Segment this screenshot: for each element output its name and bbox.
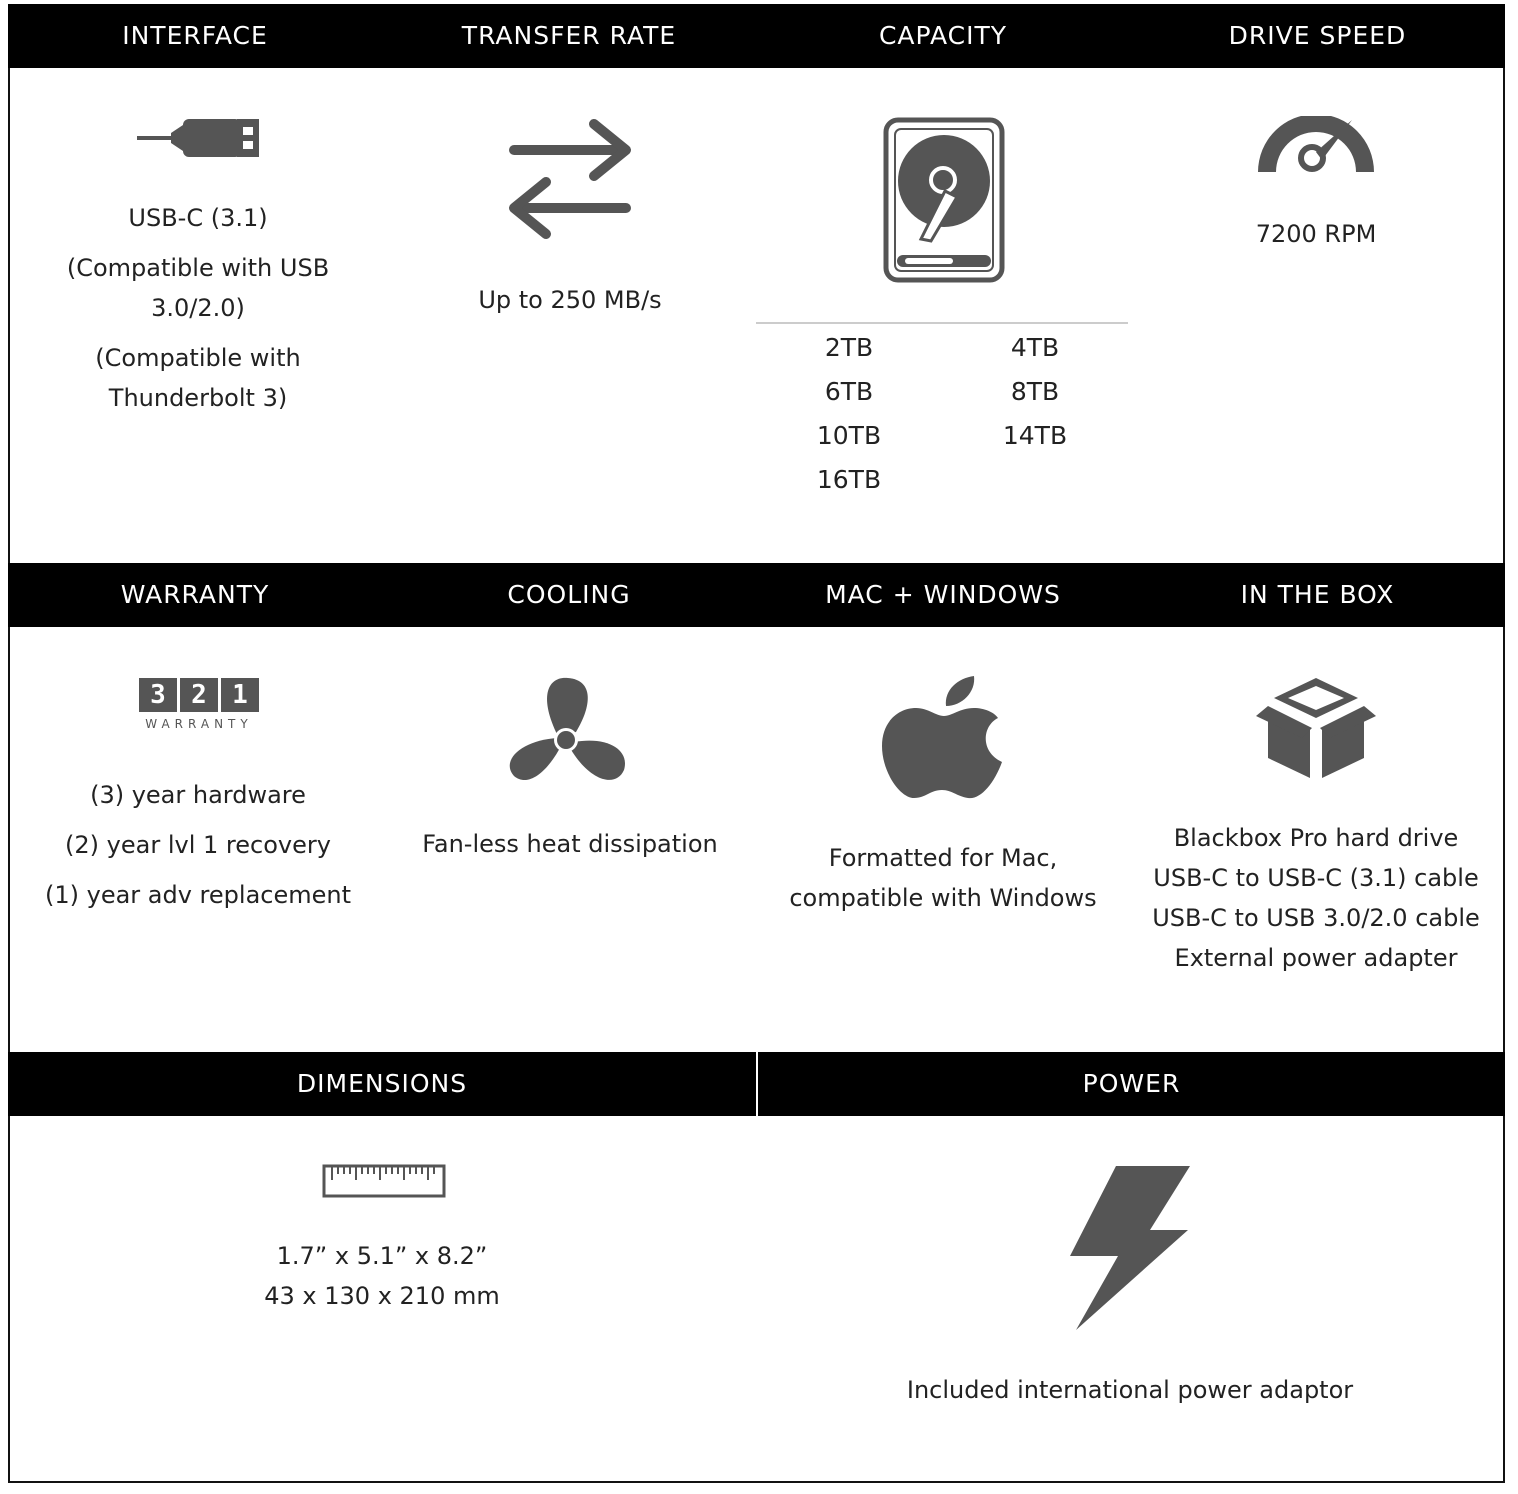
- header-drive-speed: DRIVE SPEED: [1228, 21, 1407, 50]
- dimensions-imperial: 1.7” x 5.1” x 8.2”: [276, 1242, 488, 1270]
- speedometer-icon: [1254, 116, 1378, 176]
- usb-plug-icon: [137, 115, 261, 161]
- dimensions-metric: 43 x 130 x 210 mm: [264, 1282, 500, 1310]
- header-mac-windows: MAC + WINDOWS: [825, 580, 1061, 609]
- box-item: External power adapter: [1174, 944, 1458, 972]
- capacity-option: 16TB: [816, 465, 882, 494]
- transfer-text: Up to 250 MB/s: [478, 286, 662, 314]
- transfer-arrows-icon: [508, 118, 632, 242]
- drive-speed-text: 7200 RPM: [1255, 220, 1377, 248]
- header-transfer-rate: TRANSFER RATE: [461, 21, 677, 50]
- header-warranty: WARRANTY: [120, 580, 270, 609]
- interface-line-4: (Compatible with: [95, 344, 301, 372]
- header-divider: [756, 1052, 758, 1116]
- mac-windows-text: [756, 838, 1130, 918]
- warranty-badge-icon: [136, 678, 262, 736]
- warranty-digit: 2: [180, 678, 218, 712]
- capacity-divider: [756, 322, 1128, 324]
- capacity-option: 14TB: [1002, 421, 1068, 450]
- header-power: POWER: [1082, 1069, 1181, 1098]
- lightning-bolt-icon: [1068, 1164, 1192, 1332]
- ruler-icon: [322, 1164, 446, 1198]
- interface-line-5: Thunderbolt 3): [108, 384, 288, 412]
- capacity-option: 4TB: [1010, 333, 1060, 362]
- header-cooling: COOLING: [507, 580, 631, 609]
- capacity-option: 6TB: [824, 377, 874, 406]
- box-item: USB-C to USB-C (3.1) cable: [1153, 864, 1479, 892]
- in-the-box-list: [1128, 818, 1504, 978]
- capacity-option: 8TB: [1010, 377, 1060, 406]
- capacity-option: 10TB: [816, 421, 882, 450]
- header-dimensions: DIMENSIONS: [296, 1069, 468, 1098]
- header-bar-row2: [8, 563, 1505, 627]
- warranty-digit: 3: [139, 678, 177, 712]
- power-text: Included international power adaptor: [906, 1376, 1354, 1404]
- box-icon: [1254, 676, 1378, 780]
- header-bar-row1: [8, 4, 1505, 68]
- apple-icon: [882, 676, 1006, 800]
- header-capacity: CAPACITY: [878, 21, 1008, 50]
- fan-icon: [508, 676, 632, 786]
- interface-line-1: USB-C (3.1): [128, 204, 268, 232]
- interface-line-3: 3.0/2.0): [151, 294, 245, 322]
- warranty-line: (3) year hardware: [90, 781, 306, 809]
- compat-line: compatible with Windows: [789, 884, 1097, 912]
- warranty-line: (1) year adv replacement: [44, 881, 351, 909]
- box-item: Blackbox Pro hard drive: [1173, 824, 1459, 852]
- capacity-option: 2TB: [824, 333, 874, 362]
- hard-drive-icon: [883, 117, 1005, 283]
- interface-text: [8, 198, 388, 418]
- dimensions-text: [8, 1236, 756, 1316]
- compat-line: Formatted for Mac,: [828, 844, 1058, 872]
- cooling-text: Fan-less heat dissipation: [422, 830, 718, 858]
- header-in-the-box: IN THE BOX: [1240, 580, 1395, 609]
- warranty-text: [8, 770, 388, 920]
- warranty-digit: 1: [221, 678, 259, 712]
- interface-line-2: (Compatible with USB: [66, 254, 330, 282]
- capacity-options: [756, 326, 1128, 502]
- box-item: USB-C to USB 3.0/2.0 cable: [1152, 904, 1480, 932]
- warranty-line: (2) year lvl 1 recovery: [65, 831, 331, 859]
- header-interface: INTERFACE: [122, 21, 268, 50]
- warranty-badge-label: WARRANTY: [145, 717, 253, 731]
